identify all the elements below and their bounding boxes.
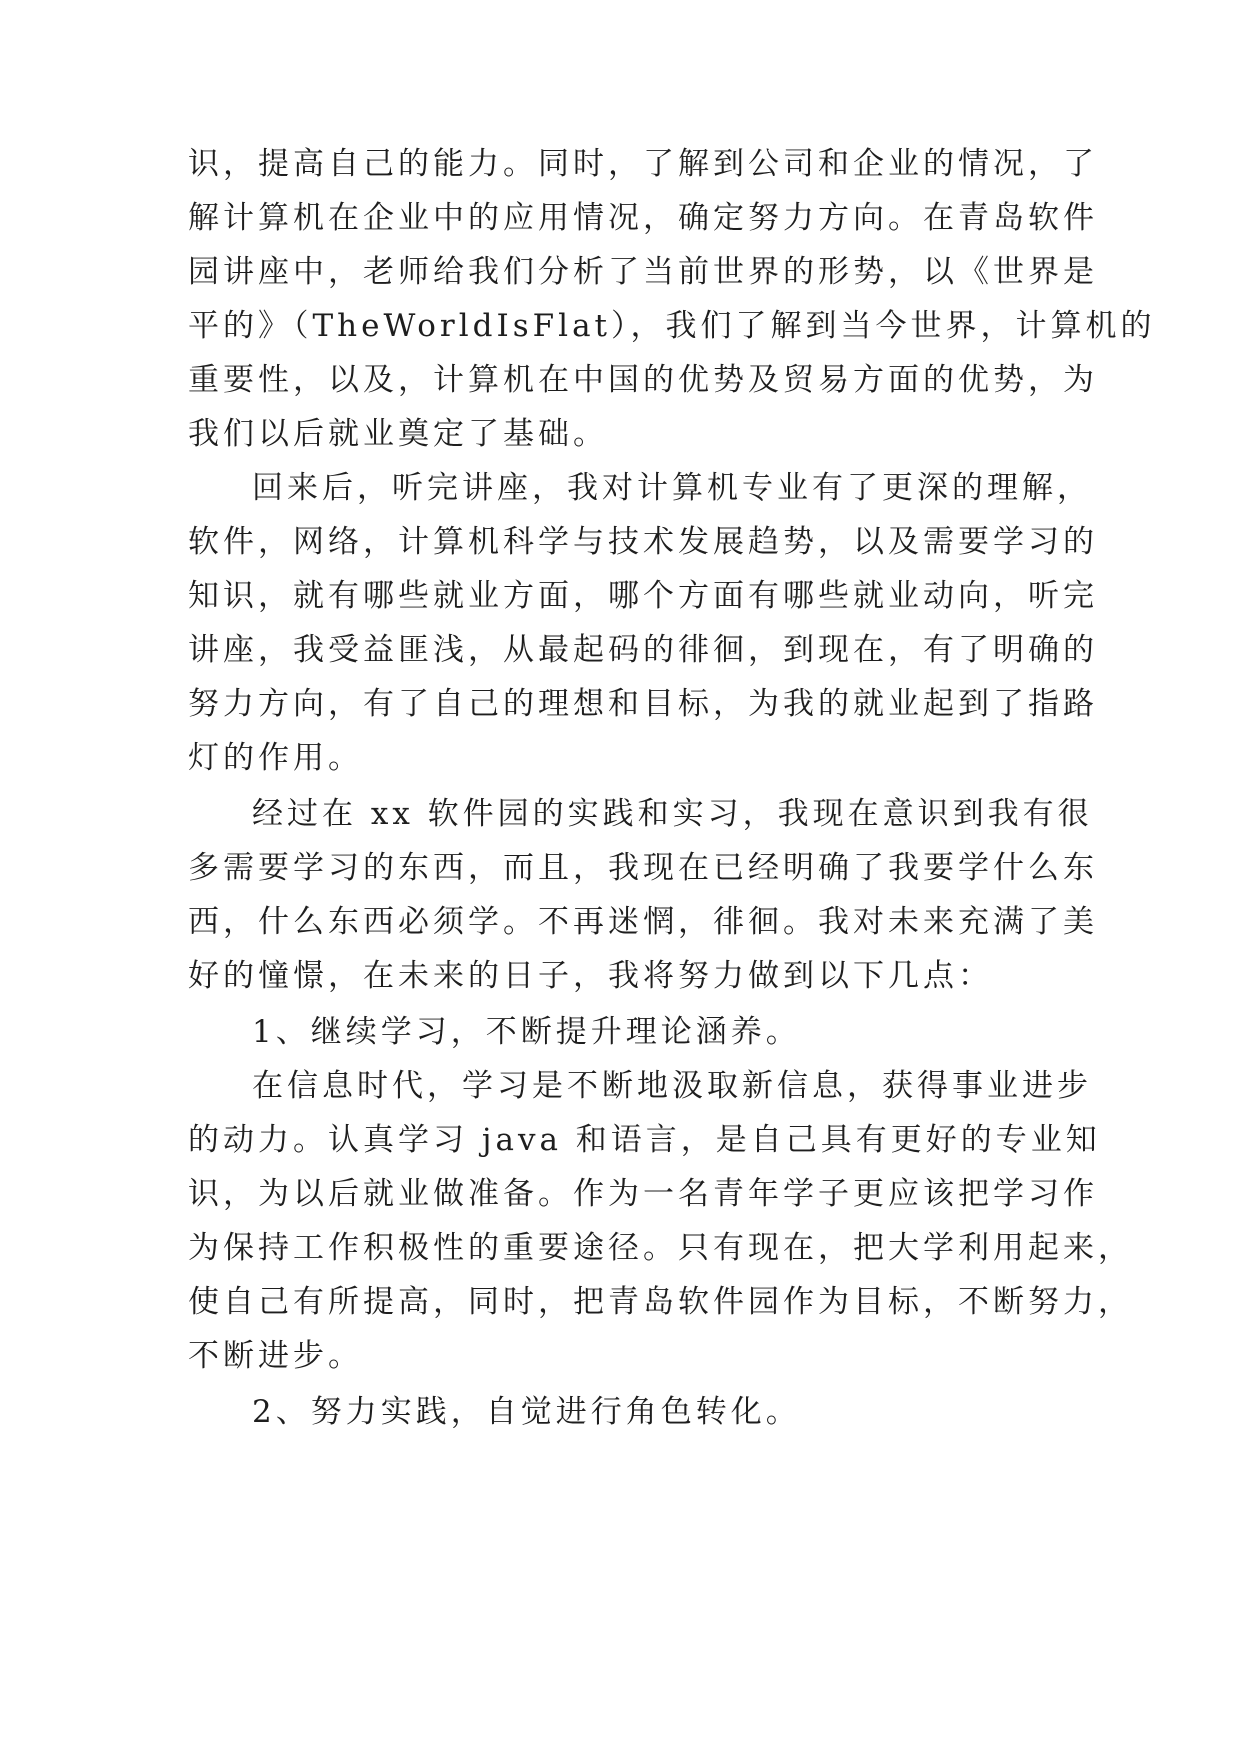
numbered-heading: 1、继续学习，不断提升理论涵养。 [252,1014,801,1050]
text-line: 不断进步。 [188,1338,363,1374]
text-line: 回来后，听完讲座，我对计算机专业有了更深的理解， [252,470,1092,506]
text-line: 解计算机在企业中的应用情况，确定努力方向。在青岛软件 [188,200,1098,236]
text-line: 好的憧憬，在未来的日子，我将努力做到以下几点： [188,958,993,994]
text-line: 园讲座中，老师给我们分析了当前世界的形势，以《世界是 [188,254,1098,290]
text-line: 软件，网络，计算机科学与技术发展趋势，以及需要学习的 [188,524,1098,560]
numbered-heading: 2、努力实践，自觉进行角色转化。 [252,1394,801,1430]
text-line: 在信息时代，学习是不断地汲取新信息，获得事业进步 [252,1068,1092,1104]
text-line: 讲座，我受益匪浅，从最起码的徘徊，到现在，有了明确的 [188,632,1098,668]
text-line: 识，提高自己的能力。同时，了解到公司和企业的情况，了 [188,146,1098,182]
text-line: 为保持工作积极性的重要途径。只有现在，把大学利用起来， [188,1230,1133,1266]
text-line: 知识，就有哪些就业方面，哪个方面有哪些就业动向，听完 [188,578,1098,614]
text-line: 平的》（TheWorldIsFlat），我们了解到当今世界，计算机的 [188,308,1156,344]
text-line: 的动力。认真学习 java 和语言，是自己具有更好的专业知 [188,1122,1101,1158]
text-line: 西，什么东西必须学。不再迷惘，徘徊。我对未来充满了美 [188,904,1098,940]
text-line: 我们以后就业奠定了基础。 [188,416,608,452]
text-line: 努力方向，有了自己的理想和目标，为我的就业起到了指路 [188,686,1098,722]
text-line: 识，为以后就业做准备。作为一名青年学子更应该把学习作 [188,1176,1098,1212]
text-line: 经过在 xx 软件园的实践和实习，我现在意识到我有很 [252,796,1093,832]
text-line: 灯的作用。 [188,740,363,776]
text-line: 多需要学习的东西，而且，我现在已经明确了我要学什么东 [188,850,1098,886]
text-line: 使自己有所提高，同时，把青岛软件园作为目标，不断努力， [188,1284,1133,1320]
text-line: 重要性，以及，计算机在中国的优势及贸易方面的优势，为 [188,362,1098,398]
